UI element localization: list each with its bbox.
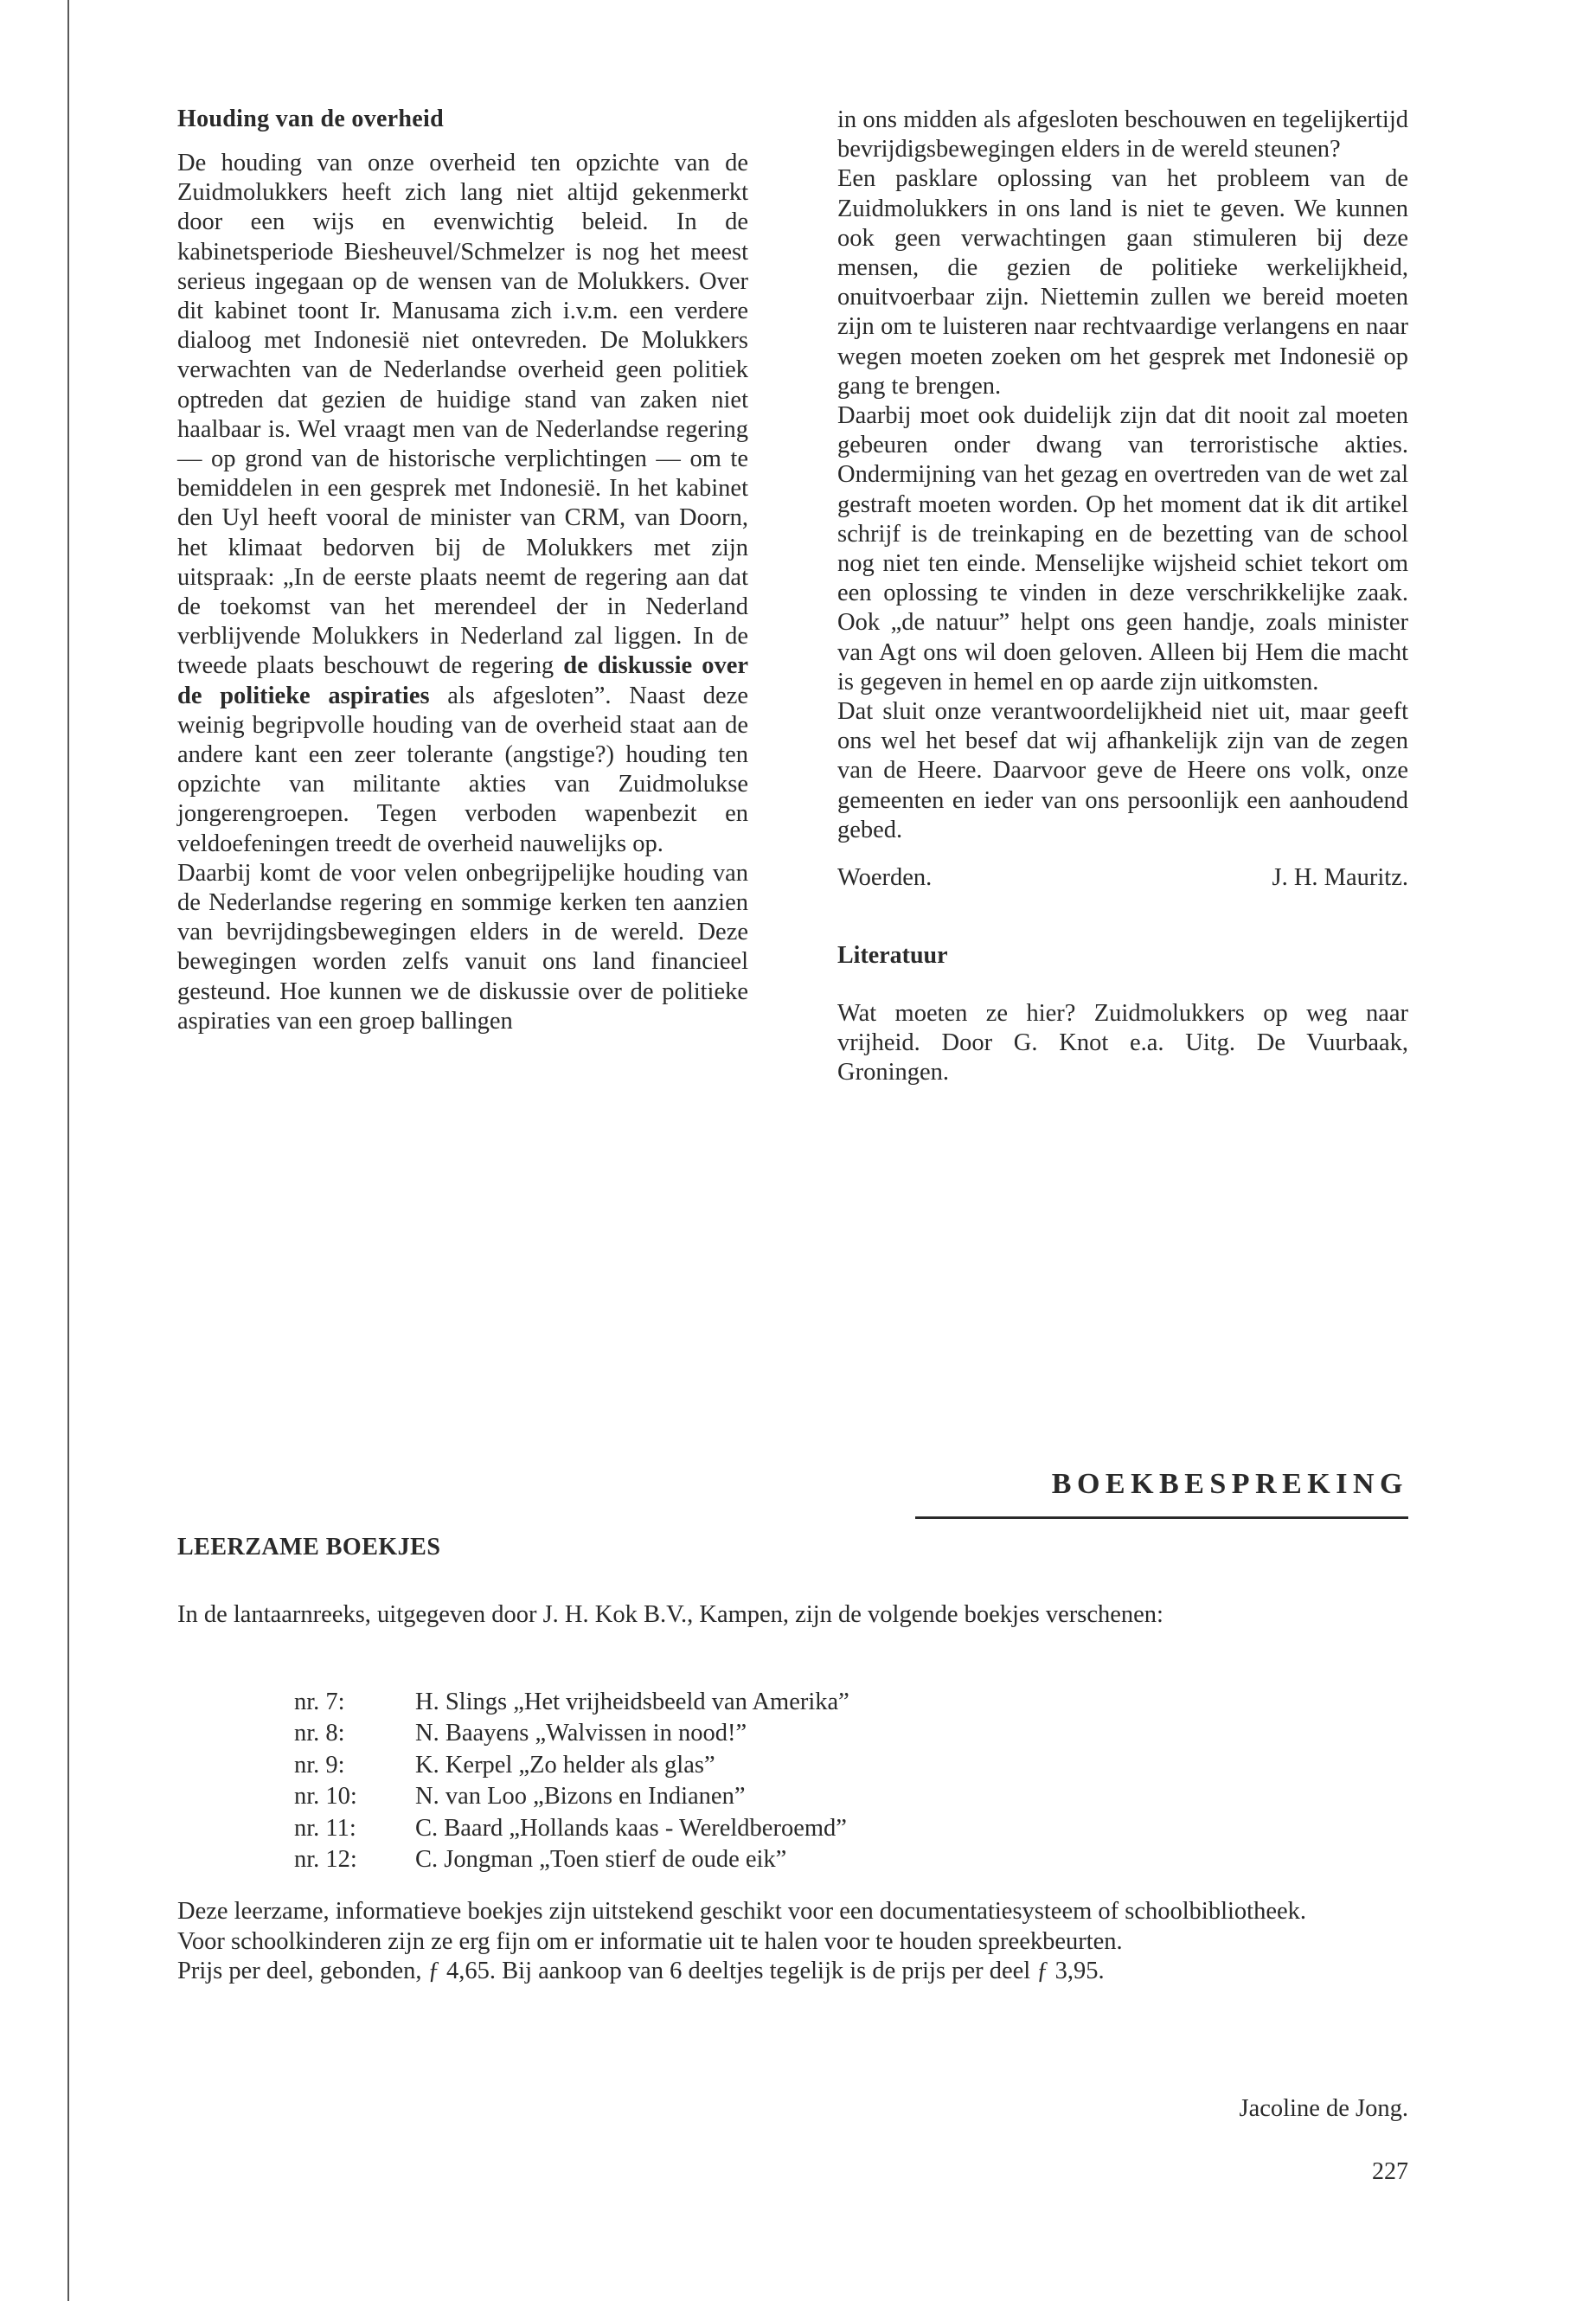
paragraph-right-4: Dat sluit onze verantwoordelijkheid niet uit, maar geeft ons wel het besef dat wij afhankelijk zijn van de zegen van de Heere. Daarvoor geve de Heere ons volk, onze gemeenten en ieder van ons persoonlijk een aanhoudend gebed. — [837, 698, 1408, 843]
book-number: nr. 9: — [294, 1751, 345, 1779]
paragraph-right-2: Een pasklare oplossing van het probleem van de Zuidmolukkers in ons land is niet te geven. We kunnen ook geen verwachtingen gaan stimuleren bij deze mensen, die gezien de politieke werkelijkheid, onuitvoerbaar zijn. Niettemin zullen we bereid moeten zijn om te luisteren naar rechtvaardige verlangens en naar wegen moeten zoeken om het gesprek met Indonesië op gang te brengen. — [837, 165, 1408, 400]
book-title: H. Slings „Het vrijheidsbeeld van Amerika” — [415, 1689, 849, 1715]
paragraph-overheid-1 — [177, 149, 748, 859]
list-item — [294, 1781, 849, 1812]
book-number: nr. 10: — [294, 1783, 357, 1811]
book-list — [294, 1687, 849, 1875]
bold-phrase: de diskussie over de politieke aspiraties — [177, 652, 749, 709]
section-title-boekbespreking: BOEKBESPREKING — [1051, 1468, 1408, 1500]
review-intro: In de lantaarnreeks, uitgegeven door J. H. Kok B.V., Kampen, zijn de volgende boekjes verschenen: — [177, 1601, 1163, 1628]
list-item — [294, 1750, 849, 1781]
book-number: nr. 7: — [294, 1689, 345, 1715]
left-column — [177, 106, 748, 1036]
review-signature: Jacoline de Jong. — [1239, 2095, 1408, 2122]
page-number: 227 — [1372, 2158, 1408, 2185]
book-number: nr. 8: — [294, 1720, 345, 1747]
review-paragraph-3: Prijs per deel, gebonden, ƒ 4,65. Bij aankoop van 6 deeltjes tegelijk is de prijs per deel ƒ 3,95. — [177, 1958, 1105, 1984]
paragraph-right-1: in ons midden als afgesloten beschouwen en tegelijkertijd bevrijdigsbewegingen elders in de wereld steunen? — [837, 106, 1408, 163]
section-title-underline — [915, 1516, 1408, 1519]
book-number: nr. 12: — [294, 1846, 357, 1874]
signature-author: J. H. Mauritz. — [1272, 864, 1408, 892]
review-body — [177, 1897, 1408, 1987]
list-item — [294, 1687, 849, 1718]
review-heading: LEERZAME BOEKJES — [177, 1534, 441, 1561]
list-item — [294, 1813, 849, 1844]
book-number: nr. 11: — [294, 1814, 356, 1842]
right-column — [837, 106, 1408, 1088]
book-title: C. Jongman „Toen stierf de oude eik” — [415, 1846, 787, 1874]
paragraph-text: als afgesloten”. Naast deze weinig begripvolle houding van de overheid staat aan de andere kant een zeer tolerante (angstige?) houding ten opzichte van militante akties van Zuidmolukse jongerengroepen. Tegen verboden wapenbezit en veldoefeningen treedt de overheid nauwelijks op. — [177, 682, 749, 857]
list-item — [294, 1718, 849, 1749]
section-heading-overheid: Houding van de overheid — [177, 106, 444, 132]
literature-text: Wat moeten ze hier? Zuidmolukkers op weg naar vrijheid. Door G. Knot e.a. Uitg. De Vuurbaak, Groningen. — [837, 1000, 1408, 1086]
paragraph-text: De houding van onze overheid ten opzichte van de Zuidmolukkers heeft zich lang niet altijd gekenmerkt door een wijs en evenwichtig beleid. In de kabinetsperiode Biesheuvel/Schmelzer is nog het meest serieus ingegaan op de wensen van de Molukkers. Over dit kabinet toont Ir. Manusama zich i.v.m. een verdere dialoog met Indonesië niet ontevreden. De Molukkers verwachten van de Nederlandse overheid geen politiek optreden dat gezien de huidige stand van zaken niet haalbaar is. Wel vraagt men van de Nederlandse regering — op grond van de historische verplichtingen — om te bemiddelen in een gesprek met Indonesië. In het kabinet den Uyl heeft vooral de minister van CRM, van Doorn, het klimaat bedorven bij de Molukkers met zijn uitspraak: „In de eerste plaats neemt de regering aan dat de toekomst van het merendeel der in Nederland verblijvende Molukkers in Nederland zal liggen. In de tweede plaats beschouwt de regering — [177, 150, 748, 680]
paragraph-right-3: Daarbij moet ook duidelijk zijn dat dit nooit zal moeten gebeuren onder dwang van terroristische akties. Ondermijning van het gezag en overtreden van de wet zal gestraft moeten worden. Op het moment dat ik dit artikel schrijf is de treinkaping en de bezetting van de school nog niet ten einde. Menselijke wijsheid schiet tekort om een oplossing te vinden in deze verschrikkelijke zaak. Ook „de natuur” helpt ons geen handje, zoals minister van Agt ons wil doen geloven. Alleen bij Hem die macht is gegeven in hemel en op aarde zijn uitkomsten. — [837, 402, 1408, 695]
list-item — [294, 1844, 849, 1875]
paragraph-overheid-2: Daarbij komt de voor velen onbegrijpelijke houding van de Nederlandse regering en sommige kerken ten aanzien van bevrijdingsbewegingen elders in de wereld. Deze bewegingen worden zelfs vanuit ons land financieel gesteund. Hoe kunnen we de diskussie over de politieke aspiraties van een groep ballingen — [177, 859, 748, 1035]
binding-margin-line — [67, 0, 69, 2301]
review-paragraph-1: Deze leerzame, informatieve boekjes zijn uitstekend geschikt voor een documentatiesysteem of schoolbibliotheek. — [177, 1898, 1307, 1925]
book-title: K. Kerpel „Zo helder als glas” — [415, 1751, 715, 1779]
review-paragraph-2: Voor schoolkinderen zijn ze erg fijn om er informatie uit te halen voor te houden spreekbeurten. — [177, 1927, 1123, 1955]
book-title: N. van Loo „Bizons en Indianen” — [415, 1783, 746, 1811]
signature-place: Woerden. — [837, 864, 933, 892]
book-title: C. Baard „Hollands kaas - Wereldberoemd” — [415, 1814, 847, 1842]
book-title: N. Baayens „Walvissen in nood!” — [415, 1720, 747, 1747]
article-signature — [837, 864, 1408, 892]
literature-heading: Literatuur — [837, 942, 948, 970]
